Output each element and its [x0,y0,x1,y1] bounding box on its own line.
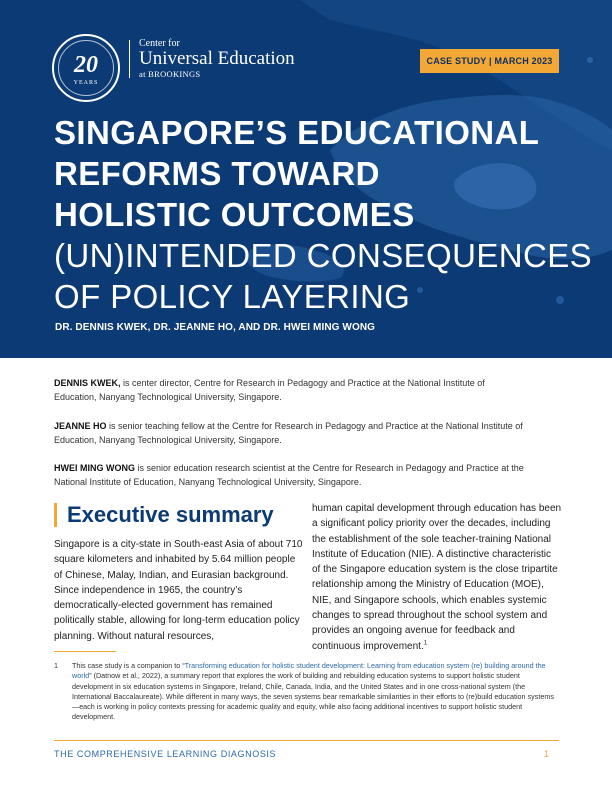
footnote-body [72,661,559,723]
title-line-5: OF POLICY LAYERING [54,278,411,315]
logo-line-2: Universal Education [139,48,295,69]
authors-byline: DR. DENNIS KWEK, DR. JEANNE HO, AND DR. HWEI MING WONG [55,322,376,333]
bio-text: is center director, Centre for Research in Pedagogy and Practice at the National Institute of Education, Nanyang Technological University, Singapore. [54,378,485,402]
footnote-number: 1 [54,661,58,670]
heading-accent-bar [54,503,57,527]
footer-series-title: THE COMPREHENSIVE LEARNING DIAGNOSIS [54,749,277,759]
bio-name: HWEI MING WONG [54,463,135,473]
logo-line-3: at BROOKINGS [139,69,201,79]
bio-name: DENNIS KWEK, [54,378,121,388]
seal-number: 20 [74,51,98,78]
logo-wordmark [139,38,295,79]
bio-text: is senior teaching fellow at the Centre for Research in Pedagogy and Practice at the National Institute of Education, Nanyang Technological University, Singapore. [54,421,523,445]
seal-ring [58,40,114,96]
footnote-intro: This case study is a companion to “ [72,661,185,670]
bio-dennis-kwek [54,376,524,404]
case-study-badge: CASE STUDY | MARCH 2023 [420,49,559,73]
companion-report-link[interactable]: Transforming education for holistic student development: Learning from education system (re) building around the world [72,661,546,681]
title-line-3: HOLISTIC OUTCOMES [54,196,415,233]
summary-column-left: Singapore is a city-state in South-east Asia of about 710 square kilometers and inhabited by 5.64 million people of Chinese, Malay, Indian, and Eurasian background. Since independence in 1965, the country’s democratically-elected government has remained politically stable, allowing for long-term education policy planning. Without natural resources, [54,539,303,642]
logo-line-1: Center for [139,38,180,49]
bio-hwei-ming-wong [54,461,524,489]
summary-right-text: human capital development through education has been a significant policy priority over the decades, including the establishment of the sole teacher-training National Institute of Education (NIE). A distinctive characteristic of the Singapore education system is the close tripartite relationship among the Ministry of Education (MOE), NIE, and Singapore schools, which enables systemic changes to spread throughout the school system and provides an ongoing avenue for feedback and continuous improvement. [312,503,562,652]
bio-jeanne-ho [54,419,524,447]
anniversary-seal [52,34,120,102]
footnote-rule [54,651,116,652]
logo-divider [129,40,130,78]
bio-text: is senior education research scientist at the Centre for Research in Pedagogy and Practice at the National Institute of Education, Nanyang Technological University, Singapore. [54,463,524,487]
footnote [54,661,559,723]
summary-column-right [312,501,562,654]
seal-label: YEARS [73,79,99,86]
bio-name: JEANNE HO [54,421,107,431]
footer-rule [54,740,559,741]
title-line-2: REFORMS TOWARD [54,155,380,192]
page-number: 1 [544,749,550,759]
executive-summary-title: Executive summary [67,502,274,527]
report-title [54,112,592,317]
title-line-1: SINGAPORE’S EDUCATIONAL [54,114,540,151]
title-line-4: (UN)INTENDED CONSEQUENCES [54,237,593,274]
footnote-reference[interactable]: 1 [423,640,428,647]
cover-hero [0,0,612,358]
brookings-cue-logo [52,34,295,102]
footnote-rest: ” (Datnow et al., 2022), a summary report that explores the work of building and rebuilding education systems to support holistic student development in six education systems in Singapore, Ireland, Chile, Canada, India, and the United States and in one cross-national system (the International Baccalaureate). While different in many ways, the seven systems bear remarkable similarities in their efforts to (re)build education systems—each is working in policy contexts pressing for academic quality and equity, while also facing additional incentives to support holistic student development. [72,671,554,722]
executive-summary-heading [54,502,274,528]
